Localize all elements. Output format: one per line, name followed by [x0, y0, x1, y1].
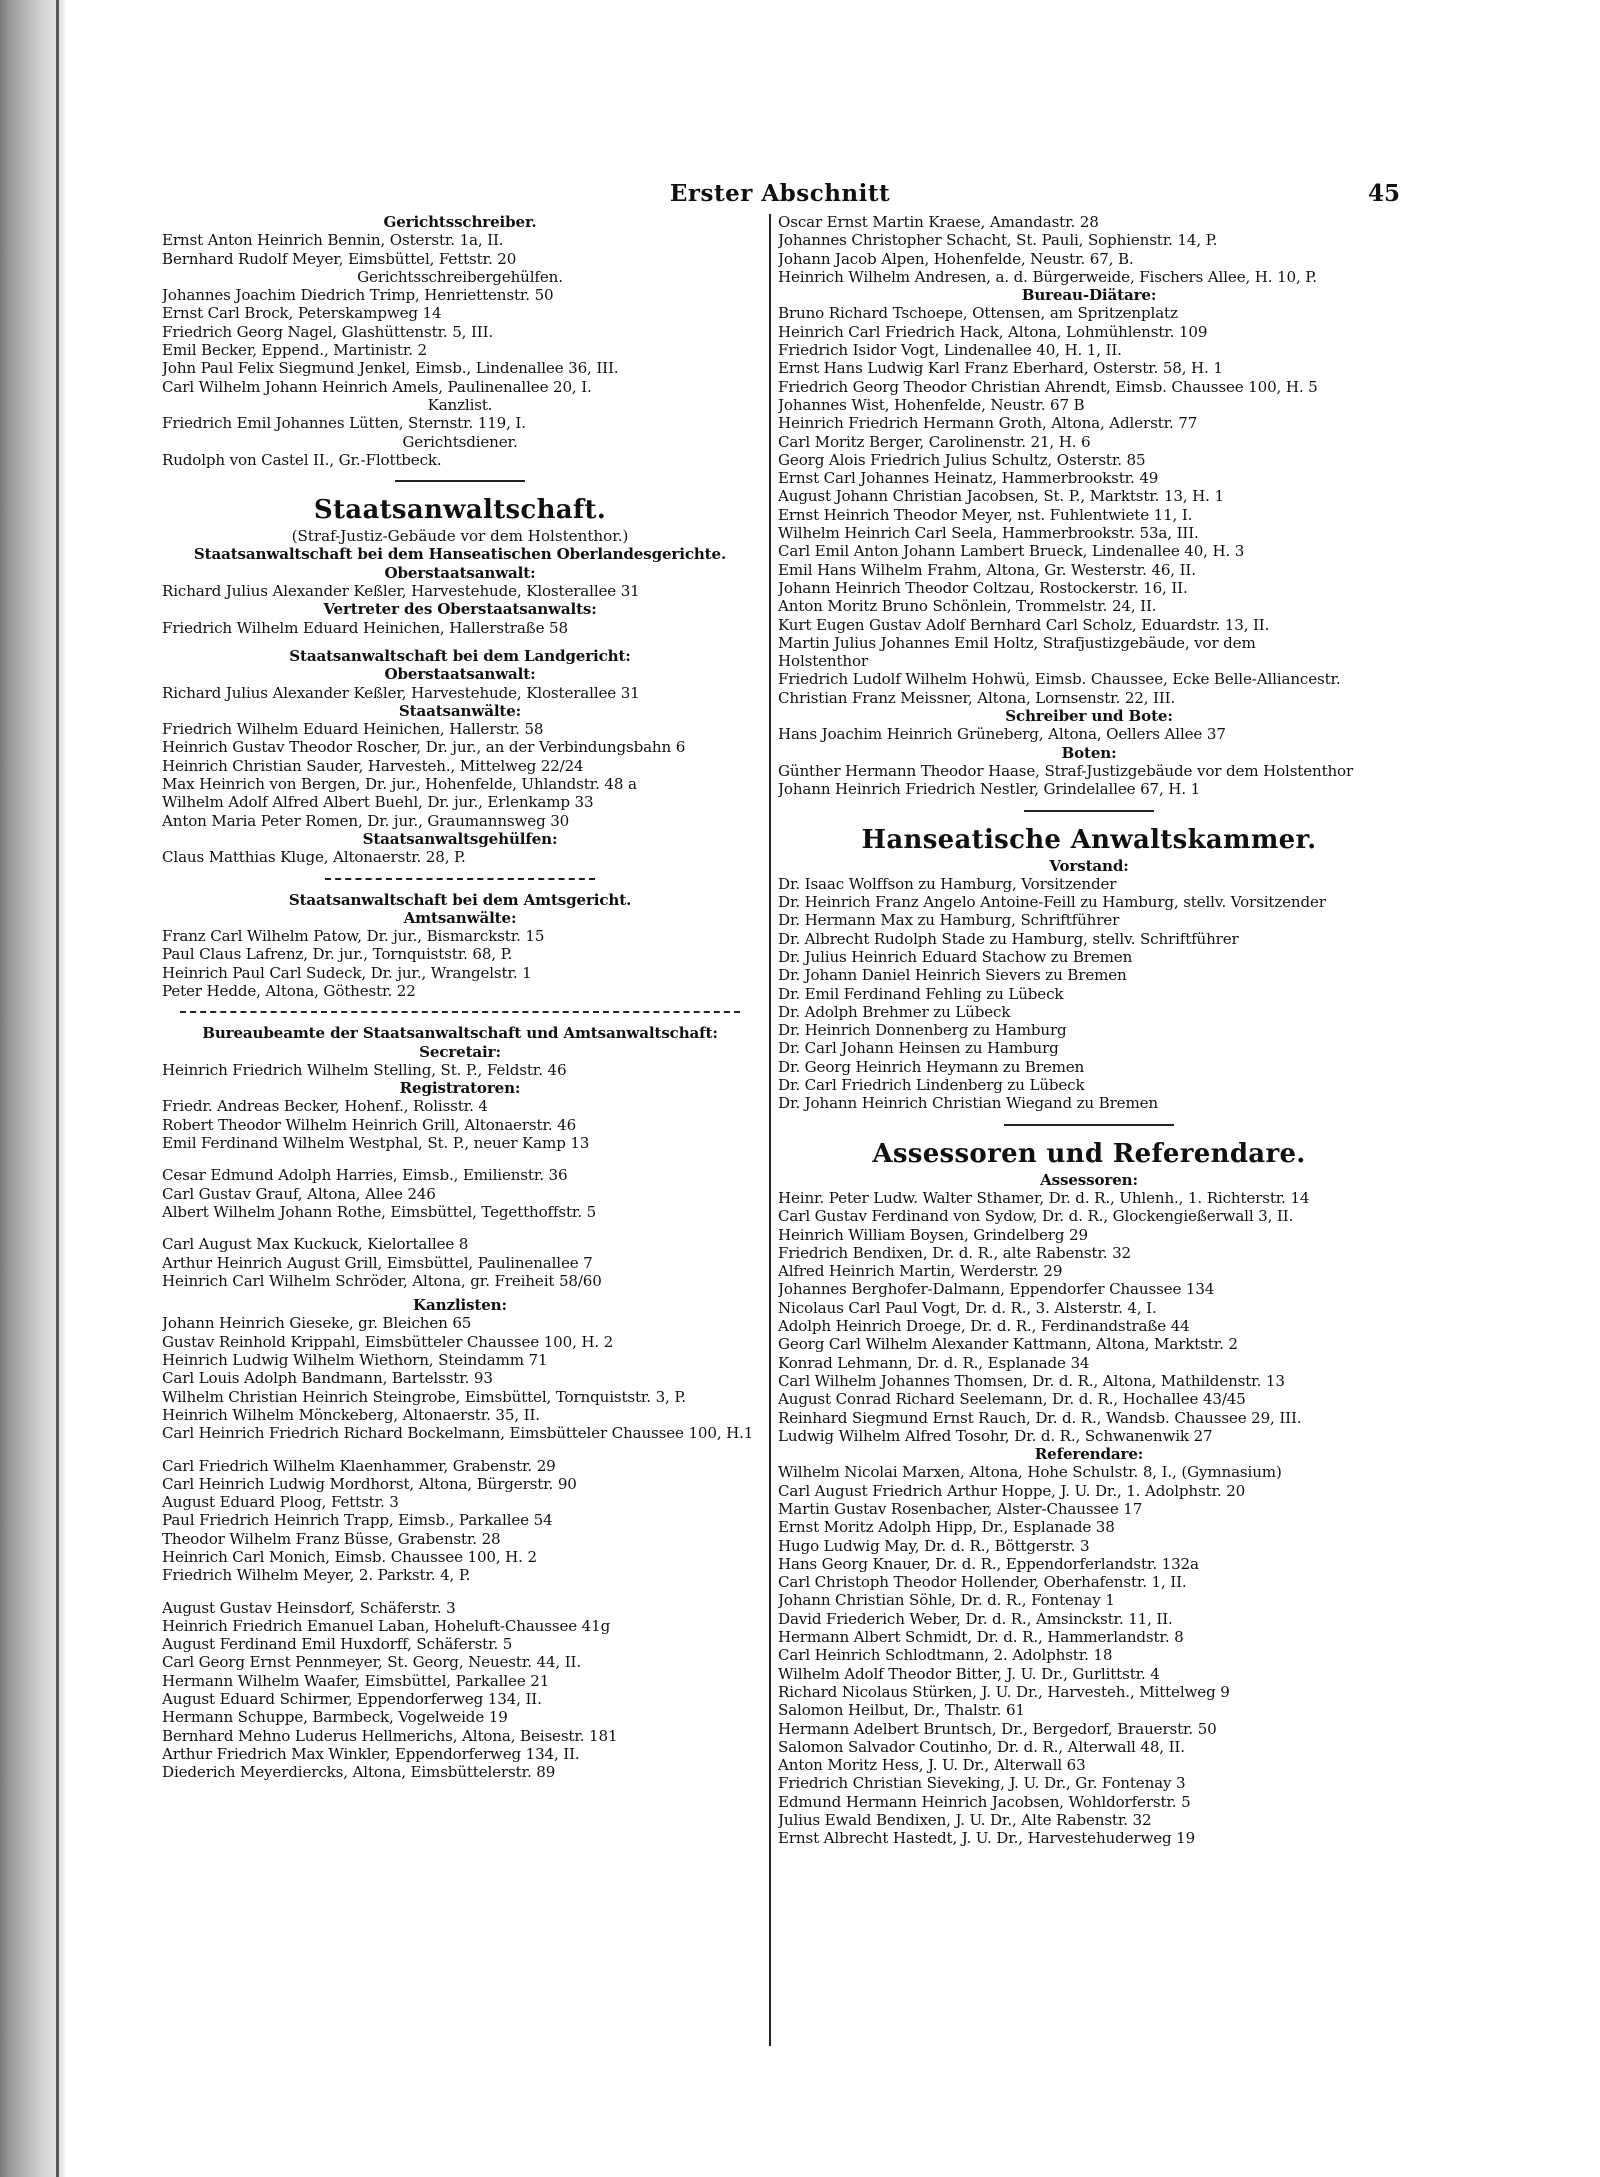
list-item: David Friederich Weber, Dr. d. R., Amsinckstr. 11, II.	[778, 1609, 1173, 1628]
list-item: Salomon Heilbut, Dr., Thalstr. 61	[778, 1701, 1025, 1720]
list-item: Dr. Georg Heinrich Heymann zu Bremen	[778, 1057, 1085, 1076]
list-item: Hans Georg Knauer, Dr. d. R., Eppendorferlandstr. 132a	[778, 1554, 1199, 1573]
list-item: Carl Emil Anton Johann Lambert Brueck, Lindenallee 40, H. 3	[778, 542, 1245, 561]
list-item: Albert Wilhelm Johann Rothe, Eimsbüttel, Tegetthoffstr. 5	[162, 1202, 597, 1221]
list-item: Richard Nicolaus Stürken, J. U. Dr., Harvesteh., Mittelweg 9	[778, 1682, 1230, 1701]
list-item: Dr. Johann Daniel Heinrich Sievers zu Bremen	[778, 966, 1127, 985]
left-column	[162, 213, 758, 1782]
list-item: Ernst Hans Ludwig Karl Franz Eberhard, Osterstr. 58, H. 1	[778, 359, 1223, 378]
list-item: Heinrich Carl Wilhelm Schröder, Altona, gr. Freiheit 58/60	[162, 1271, 602, 1290]
list-item: Adolph Heinrich Droege, Dr. d. R., Ferdinandstraße 44	[778, 1317, 1190, 1336]
list-item: Friedrich Wilhelm Eduard Heinichen, Hallerstr. 58	[162, 720, 544, 739]
list-item: Johann Heinrich Friedrich Nestler, Grindelallee 67, H. 1	[778, 780, 1201, 799]
list-item: Carl Moritz Berger, Carolinenstr. 21, H. 6	[778, 432, 1091, 451]
list-vorstand	[778, 875, 1400, 1113]
list-item: Wilhelm Heinrich Carl Seela, Hammerbrookstr. 53a, III.	[778, 524, 1199, 543]
list-item: Carl August Max Kuckuck, Kielortallee 8	[162, 1235, 469, 1254]
list-item: Bruno Richard Tschoepe, Ottensen, am Spritzenplatz	[778, 304, 1178, 323]
list-item: Oscar Ernst Martin Kraese, Amandastr. 28	[778, 213, 1099, 231]
running-header	[160, 180, 1400, 214]
list-item: Anton Moritz Bruno Schönlein, Trommelstr. 24, II.	[778, 597, 1157, 616]
section-title: Erster Abschnitt	[669, 180, 891, 207]
list-item: August Eduard Schirmer, Eppendorferweg 134, II.	[162, 1690, 542, 1709]
heading-vorstand: Vorstand:	[1049, 856, 1129, 875]
list-staatsanwaltsgehuelfen	[162, 848, 758, 866]
list-item: Hermann Schuppe, Barmbeck, Vogelweide 19	[162, 1708, 508, 1727]
list-kanzlisten-b	[162, 1457, 758, 1585]
heading-boten: Boten:	[1061, 743, 1117, 762]
list-item: Heinrich Ludwig Wilhelm Wiethorn, Steindamm 71	[162, 1351, 548, 1370]
list-item: Carl Wilhelm Johannes Thomsen, Dr. d. R., Altona, Mathildenstr. 13	[778, 1371, 1285, 1390]
list-item: Georg Alois Friedrich Julius Schultz, Osterstr. 85	[778, 450, 1146, 469]
list-item: Carl Christoph Theodor Hollender, Oberhafenstr. 1, II.	[778, 1573, 1187, 1592]
dashed-rule	[180, 1011, 740, 1013]
heading-oberstaatsanwalt: Oberstaatsanwalt:	[384, 563, 536, 582]
list-registratoren-c	[162, 1235, 758, 1290]
list-item: August Johann Christian Jacobsen, St. P., Marktstr. 13, H. 1	[778, 487, 1224, 506]
page-number: 45	[1367, 180, 1400, 207]
subtitle-staatsanwaltschaft: (Straf-Justiz-Gebäude vor dem Holstenthor.)	[291, 527, 629, 546]
list-item: Wilhelm Adolf Theodor Bitter, J. U. Dr., Gurlittstr. 4	[778, 1664, 1160, 1683]
entry-oberstaatsanwalt: Richard Julius Alexander Keßler, Harvestehude, Klosterallee 31	[162, 582, 640, 601]
list-item: August Gustav Heinsdorf, Schäferstr. 3	[162, 1598, 456, 1617]
list-item: Carl Georg Ernst Pennmeyer, St. Georg, Neuestr. 44, II.	[162, 1653, 581, 1672]
list-item: Hugo Ludwig May, Dr. d. R., Böttgerstr. 3	[778, 1536, 1090, 1555]
list-item: Wilhelm Nicolai Marxen, Altona, Hohe Schulstr. 8, I., (Gymnasium)	[778, 1463, 1282, 1482]
list-item: Dr. Heinrich Franz Angelo Antoine-Feill zu Hamburg, stellv. Vorsitzender	[778, 893, 1326, 912]
heading-lg-oberstaatsanwalt: Oberstaatsanwalt:	[384, 665, 536, 684]
heading-gerichtsschreiber: Gerichtsschreiber.	[383, 213, 537, 231]
list-item: Carl Heinrich Friedrich Richard Bockelmann, Eimsbütteler Chaussee 100, H.1	[162, 1424, 754, 1443]
heading-bureau-diaetare: Bureau-Diätare:	[1021, 286, 1157, 305]
list-item: Anton Maria Peter Romen, Dr. jur., Graumannsweg 30	[162, 811, 570, 830]
heading-registratoren: Registratoren:	[399, 1079, 521, 1098]
list-item: Hermann Wilhelm Waafer, Eimsbüttel, Parkallee 21	[162, 1671, 550, 1690]
heading-amtsanwaelte: Amtsanwälte:	[403, 908, 517, 927]
list-item: Max Heinrich von Bergen, Dr. jur., Hohenfelde, Uhlandstr. 48 a	[162, 775, 637, 794]
list-item: Ernst Heinrich Theodor Meyer, nst. Fuhlentwiete 11, I.	[778, 505, 1193, 524]
list-item: Ernst Albrecht Hastedt, J. U. Dr., Harvestehuderweg 19	[778, 1829, 1196, 1848]
list-referendare	[778, 1463, 1400, 1847]
list-kanzlisten-a	[162, 1314, 758, 1442]
list-item: Ludwig Wilhelm Alfred Tosohr, Dr. d. R., Schwanenwik 27	[778, 1426, 1213, 1445]
list-item: Carl Heinrich Schlodtmann, 2. Adolphstr. 18	[778, 1646, 1113, 1665]
list-item: Heinrich Friedrich Hermann Groth, Altona, Adlerstr. 77	[778, 414, 1198, 433]
list-item: Carl Gustav Ferdinand von Sydow, Dr. d. R., Glockengießerwall 3, II.	[778, 1207, 1294, 1226]
list-item: Dr. Carl Johann Heinsen zu Hamburg	[778, 1039, 1059, 1058]
list-item: Emil Hans Wilhelm Frahm, Altona, Gr. Westerstr. 46, II.	[778, 560, 1196, 579]
list-item: Dr. Johann Heinrich Christian Wiegand zu Bremen	[778, 1094, 1158, 1113]
list-item: Heinrich Carl Monich, Eimsb. Chaussee 100, H. 2	[162, 1548, 537, 1566]
list-kanzlisten-c	[162, 1599, 758, 1782]
list-item: Carl Friedrich Wilhelm Klaenhammer, Grabenstr. 29	[162, 1456, 556, 1475]
heading-schreiber-bote: Schreiber und Bote:	[1005, 707, 1173, 726]
list-item: Carl Gustav Grauf, Altona, Allee 246	[162, 1184, 436, 1203]
list-item: Dr. Carl Friedrich Lindenberg zu Lübeck	[778, 1076, 1085, 1095]
list-kanzlist	[162, 414, 758, 432]
entry-secretair: Heinrich Friedrich Wilhelm Stelling, St. P., Feldstr. 46	[162, 1060, 567, 1079]
heading-staatsanwaltschaft: Staatsanwaltschaft.	[313, 495, 607, 526]
list-item: Carl Wilhelm Johann Heinrich Amels, Paulinenallee 20, I.	[162, 377, 592, 396]
list-item: Holstenthor	[778, 652, 868, 671]
list-item: Heinrich Paul Carl Sudeck, Dr. jur., Wrangelstr. 1	[162, 963, 532, 982]
heading-kanzlisten: Kanzlisten:	[413, 1296, 507, 1315]
list-item: August Ferdinand Emil Huxdorff, Schäferstr. 5	[162, 1635, 513, 1654]
list-item: Friedrich Emil Johannes Lütten, Sternstr. 119, I.	[162, 414, 526, 433]
list-item: Gustav Reinhold Krippahl, Eimsbütteler Chaussee 100, H. 2	[162, 1332, 614, 1351]
list-amtsanwaelte	[162, 927, 758, 1000]
list-item: Konrad Lehmann, Dr. d. R., Esplanade 34	[778, 1353, 1090, 1372]
section-rule	[1024, 810, 1154, 812]
list-item: Wilhelm Christian Heinrich Steingrobe, Eimsbüttel, Tornquiststr. 3, P.	[162, 1387, 686, 1406]
list-item: Dr. Adolph Brehmer zu Lübeck	[778, 1002, 1011, 1021]
list-item: Johann Heinrich Theodor Coltzau, Rostockerstr. 16, II.	[778, 578, 1188, 597]
heading-gerichtsdiener: Gerichtsdiener.	[402, 432, 518, 451]
list-item: Peter Hedde, Altona, Göthestr. 22	[162, 981, 416, 1000]
list-item: Cesar Edmund Adolph Harries, Eimsb., Emilienstr. 36	[162, 1166, 568, 1185]
list-gerichtsdiener	[162, 451, 758, 469]
list-item: Heinrich William Boysen, Grindelberg 29	[778, 1225, 1088, 1244]
column-separator	[769, 214, 771, 2046]
list-item: Emil Ferdinand Wilhelm Westphal, St. P., neuer Kamp 13	[162, 1134, 590, 1153]
list-item: Johannes Berghofer-Dalmann, Eppendorfer Chaussee 134	[778, 1280, 1215, 1299]
list-item: Theodor Wilhelm Franz Büsse, Grabenstr. 28	[162, 1529, 501, 1548]
list-gerichtsschreibergehuelfen	[162, 286, 758, 396]
list-gerichtsschreiber	[162, 231, 758, 268]
list-item: Carl Louis Adolph Bandmann, Bartelsstr. 93	[162, 1369, 493, 1388]
list-item: Ernst Moritz Adolph Hipp, Dr., Esplanade 38	[778, 1518, 1115, 1537]
list-item: Salomon Salvador Coutinho, Dr. d. R., Alterwall 48, II.	[778, 1737, 1185, 1756]
list-item: Alfred Heinrich Martin, Werderstr. 29	[778, 1262, 1063, 1281]
list-item: Edmund Hermann Heinrich Jacobsen, Wohldorferstr. 5	[778, 1792, 1191, 1811]
list-item: Carl Heinrich Ludwig Mordhorst, Altona, Bürgerstr. 90	[162, 1474, 577, 1493]
heading-staatsanwaltsgehuelfen: Staatsanwaltsgehülfen:	[362, 829, 558, 848]
heading-secretair: Secretair:	[419, 1042, 501, 1061]
list-item: Johann Heinrich Gieseke, gr. Bleichen 65	[162, 1314, 472, 1333]
list-item: Dr. Hermann Max zu Hamburg, Schriftführer	[778, 911, 1120, 930]
heading-olg: Staatsanwaltschaft bei dem Hanseatischen Oberlandesgerichte.	[193, 545, 727, 564]
list-staatsanwaelte	[162, 720, 758, 830]
heading-bureaubeamte: Bureaubeamte der Staatsanwaltschaft und Amtsanwaltschaft:	[202, 1024, 718, 1043]
heading-gerichtsschreibergehuelfen: Gerichtsschreibergehülfen.	[357, 267, 563, 286]
list-item: Johannes Joachim Diedrich Trimp, Henriettenstr. 50	[162, 286, 554, 305]
list-item: Paul Friedrich Heinrich Trapp, Eimsb., Parkallee 54	[162, 1511, 553, 1530]
list-item: Emil Becker, Eppend., Martinistr. 2	[162, 341, 427, 360]
list-item: Carl August Friedrich Arthur Hoppe, J. U. Dr., 1. Adolphstr. 20	[778, 1481, 1246, 1500]
list-item: Franz Carl Wilhelm Patow, Dr. jur., Bismarckstr. 15	[162, 927, 545, 946]
list-item: Christian Franz Meissner, Altona, Lornsenstr. 22, III.	[778, 688, 1176, 707]
list-item: Dr. Heinrich Donnenberg zu Hamburg	[778, 1021, 1067, 1040]
heading-staatsanwaelte: Staatsanwälte:	[398, 701, 522, 720]
list-item: Friedrich Georg Nagel, Glashüttenstr. 5, III.	[162, 322, 494, 341]
list-boten	[778, 762, 1400, 799]
list-item: Dr. Julius Heinrich Eduard Stachow zu Bremen	[778, 947, 1133, 966]
list-item: August Eduard Ploog, Fettstr. 3	[162, 1493, 399, 1512]
list-item: John Paul Felix Siegmund Jenkel, Eimsb., Lindenallee 36, III.	[162, 359, 619, 378]
list-item: Heinrich Friedrich Emanuel Laban, Hoheluft-Chaussee 41g	[162, 1616, 611, 1635]
list-item: Heinrich Christian Sauder, Harvesteh., Mittelweg 22/24	[162, 756, 584, 775]
list-item: Friedrich Ludolf Wilhelm Hohwü, Eimsb. Chaussee, Ecke Belle-Alliancestr.	[778, 670, 1341, 689]
list-item: Wilhelm Adolf Alfred Albert Buehl, Dr. jur., Erlenkamp 33	[162, 793, 594, 812]
list-item: Martin Gustav Rosenbacher, Alster-Chaussee 17	[778, 1500, 1143, 1518]
list-item: Friedrich Isidor Vogt, Lindenallee 40, H. 1, II.	[778, 341, 1122, 360]
list-item: Georg Carl Wilhelm Alexander Kattmann, Altona, Marktstr. 2	[778, 1335, 1238, 1354]
list-item: Dr. Emil Ferdinand Fehling zu Lübeck	[778, 984, 1064, 1003]
heading-landgericht: Staatsanwaltschaft bei dem Landgericht:	[289, 646, 631, 665]
list-continued-entries	[778, 213, 1400, 286]
list-item: Reinhard Siegmund Ernst Rauch, Dr. d. R., Wandsb. Chaussee 29, III.	[778, 1408, 1302, 1427]
list-item: Nicolaus Carl Paul Vogt, Dr. d. R., 3. Alsterstr. 4, I.	[778, 1298, 1157, 1317]
section-rule	[1004, 1124, 1174, 1126]
list-assessoren	[778, 1189, 1400, 1445]
list-item: Friedr. Andreas Becker, Hohenf., Rolisstr. 4	[162, 1097, 488, 1116]
list-item: Johannes Wist, Hohenfelde, Neustr. 67 B	[778, 395, 1085, 414]
list-item: Julius Ewald Bendixen, J. U. Dr., Alte Rabenstr. 32	[778, 1811, 1152, 1830]
list-item: August Conrad Richard Seelemann, Dr. d. R., Hochallee 43/45	[778, 1390, 1246, 1409]
list-item: Heinrich Wilhelm Mönckeberg, Altonaerstr. 35, II.	[162, 1405, 540, 1424]
list-registratoren-a	[162, 1097, 758, 1152]
heading-amtsgericht: Staatsanwaltschaft bei dem Amtsgericht.	[288, 890, 632, 909]
list-item: Dr. Isaac Wolffson zu Hamburg, Vorsitzender	[778, 874, 1117, 893]
heading-referendare: Referendare:	[1034, 1445, 1144, 1464]
list-item: Bernhard Mehno Luderus Hellmerichs, Altona, Beisestr. 181	[162, 1726, 618, 1745]
list-item: Friedrich Georg Theodor Christian Ahrendt, Eimsb. Chaussee 100, H. 5	[778, 377, 1318, 396]
list-item: Martin Julius Johannes Emil Holtz, Strafjustizgebäude, vor dem	[778, 633, 1256, 652]
heading-kanzlist: Kanzlist.	[427, 395, 493, 414]
list-item: Ernst Carl Johannes Heinatz, Hammerbrookstr. 49	[778, 469, 1159, 488]
entry-vertreter: Friedrich Wilhelm Eduard Heinichen, Hallerstraße 58	[162, 618, 568, 637]
right-column	[778, 213, 1400, 1848]
list-item: Günther Hermann Theodor Haase, Straf-Justizgebäude vor dem Holstenthor	[778, 761, 1354, 780]
list-item: Anton Moritz Hess, J. U. Dr., Alterwall 63	[778, 1756, 1086, 1775]
list-item: Heinrich Carl Friedrich Hack, Altona, Lohmühlenstr. 109	[778, 322, 1208, 341]
list-item: Heinrich Gustav Theodor Roscher, Dr. jur., an der Verbindungsbahn 6	[162, 738, 686, 757]
heading-vertreter: Vertreter des Oberstaatsanwalts:	[323, 600, 597, 619]
list-item: Johann Christian Söhle, Dr. d. R., Fontenay 1	[778, 1591, 1115, 1610]
list-item: Ernst Anton Heinrich Bennin, Osterstr. 1a, II.	[162, 231, 504, 250]
list-item: Johannes Christopher Schacht, St. Pauli, Sophienstr. 14, P.	[778, 231, 1218, 250]
entry-lg-oberstaatsanwalt: Richard Julius Alexander Keßler, Harvestehude, Klosterallee 31	[162, 683, 640, 702]
list-item: Heinrich Wilhelm Andresen, a. d. Bürgerweide, Fischers Allee, H. 10, P.	[778, 267, 1317, 286]
list-item: Friedrich Christian Sieveking, J. U. Dr., Gr. Fontenay 3	[778, 1774, 1186, 1793]
heading-anwaltskammer: Hanseatische Anwaltskammer.	[861, 824, 1317, 855]
list-item: Hermann Adelbert Bruntsch, Dr., Bergedorf, Brauerstr. 50	[778, 1719, 1217, 1738]
list-item: Ernst Carl Brock, Peterskampweg 14	[162, 304, 442, 323]
list-registratoren-b	[162, 1166, 758, 1221]
list-item: Friedrich Wilhelm Meyer, 2. Parkstr. 4, P.	[162, 1566, 471, 1585]
list-item: Rudolph von Castel II., Gr.-Flottbeck.	[162, 450, 442, 469]
list-bureau-diaetare	[778, 304, 1400, 707]
list-item: Kurt Eugen Gustav Adolf Bernhard Carl Scholz, Eduardstr. 13, II.	[778, 615, 1270, 634]
heading-assessoren-referendare: Assessoren und Referendare.	[872, 1138, 1306, 1169]
list-item: Hermann Albert Schmidt, Dr. d. R., Hammerlandstr. 8	[778, 1628, 1184, 1647]
dashed-rule	[325, 878, 595, 880]
scan-binding-line	[56, 0, 59, 2177]
list-item: Robert Theodor Wilhelm Heinrich Grill, Altonaerstr. 46	[162, 1115, 577, 1134]
list-item: Arthur Friedrich Max Winkler, Eppendorferweg 134, II.	[162, 1744, 580, 1763]
list-item: Diederich Meyerdiercks, Altona, Eimsbüttelerstr. 89	[162, 1763, 556, 1782]
list-item: Bernhard Rudolf Meyer, Eimsbüttel, Fettstr. 20	[162, 249, 517, 268]
list-item: Claus Matthias Kluge, Altonaerstr. 28, P.	[162, 848, 466, 867]
list-item: Heinr. Peter Ludw. Walter Sthamer, Dr. d. R., Uhlenh., 1. Richterstr. 14	[778, 1188, 1310, 1207]
heading-assessoren: Assessoren:	[1040, 1170, 1138, 1189]
list-item: Johann Jacob Alpen, Hohenfelde, Neustr. 67, B.	[778, 249, 1134, 268]
list-item: Paul Claus Lafrenz, Dr. jur., Tornquiststr. 68, P.	[162, 945, 513, 964]
list-item: Arthur Heinrich August Grill, Eimsbüttel, Paulinenallee 7	[162, 1253, 593, 1272]
list-item: Dr. Albrecht Rudolph Stade zu Hamburg, stellv. Schriftführer	[778, 929, 1239, 948]
list-item: Friedrich Bendixen, Dr. d. R., alte Rabenstr. 32	[778, 1243, 1132, 1262]
list-schreiber-bote	[778, 725, 1400, 743]
section-rule	[395, 480, 525, 482]
list-item: Hans Joachim Heinrich Grüneberg, Altona, Oellers Allee 37	[778, 725, 1226, 744]
